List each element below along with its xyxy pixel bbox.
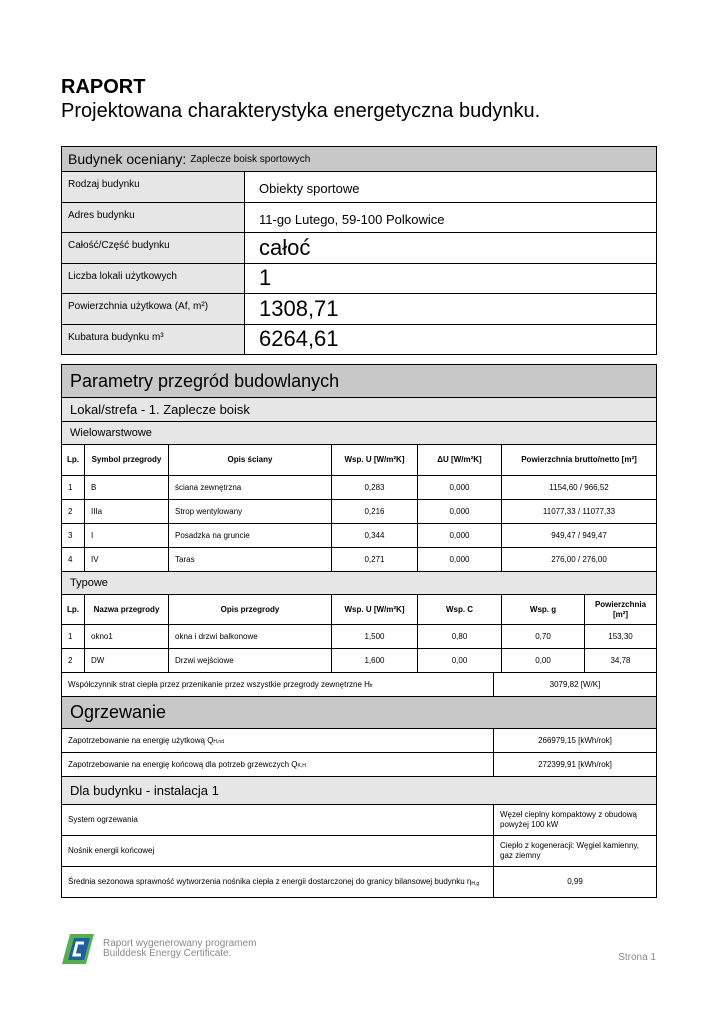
- building-heading: Budynek oceniany: Zaplecze boisk sportowych: [62, 147, 656, 171]
- report-title: RAPORT: [61, 76, 146, 98]
- table-cell: okno1: [84, 625, 168, 648]
- building-row-area: [62, 293, 656, 324]
- table-cell: 4: [68, 554, 73, 564]
- table-row: [62, 499, 656, 523]
- footer-line-1: Raport wygenerowany programem: [103, 938, 257, 949]
- table-cell: 0,000: [417, 524, 501, 547]
- table-cell: 153,30: [584, 625, 656, 648]
- building-row-label: Liczba lokali użytkowych: [62, 264, 244, 294]
- table-cell: Strop wentylowany: [168, 500, 331, 523]
- building-row-label: Powierzchnia użytkowa (Af, m²): [62, 294, 244, 324]
- efficiency-row: [62, 866, 656, 897]
- footer-text: [103, 939, 256, 959]
- efficiency-value: 0,99: [493, 867, 656, 897]
- heat-loss-summary-row: [62, 672, 656, 696]
- table-cell: I: [84, 524, 168, 547]
- table-cell: okna i drzwi balkonowe: [168, 625, 331, 648]
- typical-header-row: [62, 594, 656, 624]
- table-cell: 2: [68, 655, 73, 665]
- table-cell: 276,00 / 276,00: [501, 548, 656, 571]
- column-header: Wsp. g: [501, 595, 584, 624]
- table-cell: DW: [84, 649, 168, 672]
- table-cell: 1: [68, 482, 73, 492]
- building-row-units: [62, 263, 656, 294]
- building-row-label: Kubatura budynku m³: [62, 325, 244, 355]
- table-cell: 0,70: [501, 625, 584, 648]
- table-cell: 0,283: [331, 476, 417, 499]
- table-cell: 0,000: [417, 476, 501, 499]
- table-cell: IV: [84, 548, 168, 571]
- table-cell: IIIa: [84, 500, 168, 523]
- table-cell: 0,00: [501, 649, 584, 672]
- table-cell: 1,600: [331, 649, 417, 672]
- building-row-volume: [62, 324, 656, 355]
- building-section: [61, 146, 657, 355]
- table-cell: 0,000: [417, 500, 501, 523]
- heating-system-label: System ogrzewania: [68, 815, 138, 824]
- table-cell: 0,344: [331, 524, 417, 547]
- table-cell: 0,80: [417, 625, 501, 648]
- report-subtitle: Projektowana charakterystyka energetyczna budynku.: [61, 100, 541, 122]
- column-header: ΔU [W/m²K]: [417, 445, 501, 475]
- table-cell: 0,000: [417, 548, 501, 571]
- column-header: Lp.: [67, 455, 79, 464]
- column-header: Opis ściany: [168, 445, 331, 475]
- table-row: [62, 547, 656, 571]
- final-energy-value: 272399,91 [kWh/rok]: [493, 753, 656, 776]
- footer-line-2: Builddesk Energy Certificate.: [103, 948, 232, 959]
- energy-carrier-value: Ciepło z kogeneracji: Węgiel kamienny, gaz ziemny: [493, 836, 656, 866]
- building-row-value: 1308,71: [244, 294, 656, 324]
- table-row: [62, 648, 656, 672]
- efficiency-label: Średnia sezonowa sprawność wytworzenia nośnika ciepła z energii dostarczonej do granicy bilansowej budynku $\eta_{H,g}$: [68, 876, 480, 887]
- table-cell: Drzwi wejściowe: [168, 649, 331, 672]
- building-row-label: Adres budynku: [62, 203, 244, 233]
- table-cell: 34,78: [584, 649, 656, 672]
- table-cell: 0,216: [331, 500, 417, 523]
- heating-system-row: [62, 804, 656, 835]
- energy-carrier-row: [62, 835, 656, 866]
- table-cell: B: [84, 476, 168, 499]
- table-cell: Taras: [168, 548, 331, 571]
- building-row-value: całoć: [244, 233, 656, 263]
- typical-heading: Typowe: [62, 571, 656, 594]
- partitions-section: [61, 364, 657, 898]
- table-row: [62, 624, 656, 648]
- multilayer-header-row: [62, 444, 656, 475]
- column-header: Wsp. U [W/m²K]: [331, 445, 417, 475]
- table-cell: Posadzka na gruncie: [168, 524, 331, 547]
- useful-energy-row: [62, 728, 656, 752]
- useful-energy-label: Zapotrzebowanie na energię użytkową Q $_{H,nd}$: [68, 735, 224, 745]
- heat-loss-value: 3079,82 [W/K]: [493, 673, 656, 696]
- table-cell: 0,271: [331, 548, 417, 571]
- building-row-address: [62, 202, 656, 233]
- building-row-scope: [62, 232, 656, 263]
- table-cell: 949,47 / 949,47: [501, 524, 656, 547]
- column-header: Powierzchnia brutto/netto [m²]: [501, 445, 656, 475]
- table-cell: 1: [68, 631, 73, 641]
- table-cell: 1154,60 / 966,52: [501, 476, 656, 499]
- useful-energy-value: 266979,15 [kWh/rok]: [493, 729, 656, 752]
- heat-loss-label: Współczynnik strat ciepła przez przenikanie przez wszystkie przegrody zewnętrzne H $_{tr}$: [68, 679, 373, 689]
- building-row-value: 6264,61: [244, 325, 656, 355]
- table-cell: 0,00: [417, 649, 501, 672]
- installation-heading: Dla budynku - instalacja 1: [62, 776, 656, 804]
- table-cell: ściana zewnętrzna: [168, 476, 331, 499]
- column-header: Powierzchnia [m²]: [584, 595, 656, 624]
- builddesk-logo-icon: [62, 934, 94, 964]
- partitions-heading: Parametry przegród budowlanych: [62, 365, 656, 397]
- building-row-value: 11-go Lutego, 59-100 Polkowice: [244, 203, 656, 233]
- column-header: Wsp. U [W/m²K]: [331, 595, 417, 624]
- multilayer-heading: Wielowarstwowe: [62, 421, 656, 444]
- final-energy-label: Zapotrzebowanie na energię końcową dla potrzeb grzewczych Q $_{K,H}$: [68, 759, 306, 769]
- column-header: Wsp. C: [417, 595, 501, 624]
- final-energy-row: [62, 752, 656, 776]
- column-header: Symbol przegrody: [84, 445, 168, 475]
- heating-system-value: Węzeł cieplny kompaktowy z obudową powyżej 100 kW: [493, 805, 656, 835]
- building-name: Zaplecze boisk sportowych: [190, 153, 311, 165]
- table-cell: 1,500: [331, 625, 417, 648]
- building-row-type: [62, 171, 656, 202]
- zone-heading: Lokal/strefa - 1. Zaplecze boisk: [62, 397, 656, 421]
- table-row: [62, 475, 656, 499]
- energy-carrier-label: Nośnik energii końcowej: [68, 846, 155, 855]
- table-cell: 11077,33 / 11077,33: [501, 500, 656, 523]
- building-row-value: 1: [244, 264, 656, 294]
- column-header: Nazwa przegrody: [84, 595, 168, 624]
- page-number: Strona 1: [618, 952, 656, 963]
- building-row-value: Obiekty sportowe: [244, 172, 656, 202]
- heating-heading: Ogrzewanie: [62, 696, 656, 728]
- building-row-label: Całość/Część budynku: [62, 233, 244, 263]
- column-header: Opis przegrody: [168, 595, 331, 624]
- table-cell: 2: [68, 506, 73, 516]
- building-row-label: Rodzaj budynku: [62, 172, 244, 202]
- table-row: [62, 523, 656, 547]
- table-cell: 3: [68, 530, 73, 540]
- column-header: Lp.: [67, 604, 79, 614]
